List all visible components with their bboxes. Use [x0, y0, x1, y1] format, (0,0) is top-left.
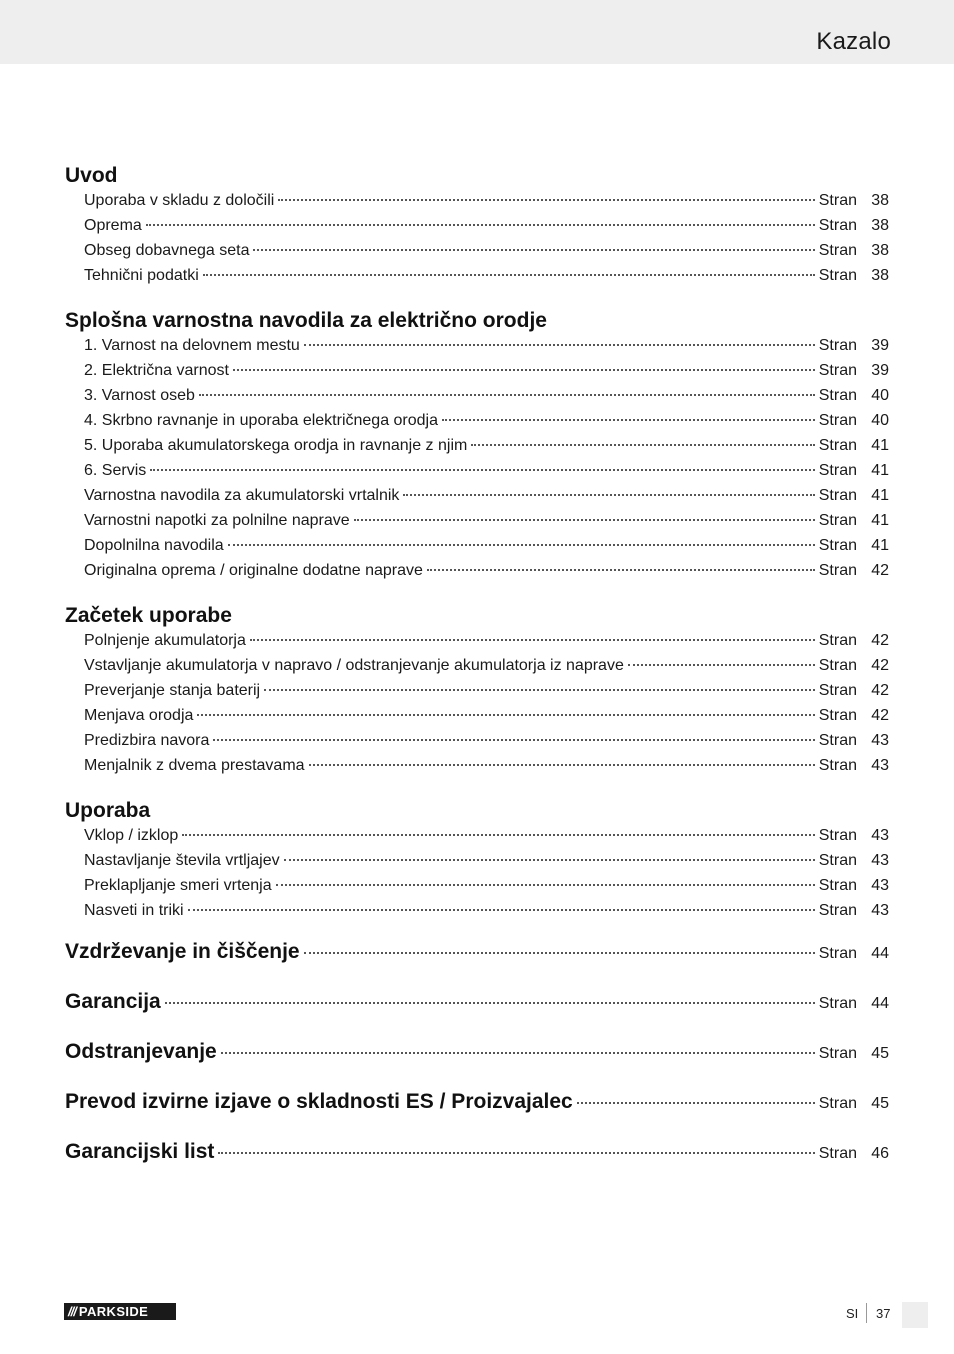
- page-reference: [819, 362, 889, 380]
- page-reference: [819, 387, 889, 405]
- dot-leader: [228, 544, 815, 546]
- section-heading: Začetek uporabe: [65, 604, 232, 627]
- toc-entry-label: Obseg dobavnega seta: [84, 242, 250, 259]
- page-word: Stran: [818, 1145, 857, 1162]
- dot-leader: [427, 569, 815, 571]
- page-reference: [819, 242, 889, 260]
- page-word: Stran: [818, 437, 857, 454]
- page-word: Stran: [818, 902, 857, 919]
- dot-leader: [278, 199, 814, 201]
- page-number: 40: [871, 387, 889, 404]
- page-number: 41: [871, 437, 889, 454]
- page-number: 39: [871, 337, 889, 354]
- toc-entry[interactable]: [65, 412, 889, 437]
- toc-entry-label: 6. Servis: [84, 462, 147, 479]
- page-reference: [819, 707, 889, 725]
- page-word: Stran: [818, 462, 857, 479]
- dot-leader: [442, 419, 815, 421]
- toc-entry-label: Vstavljanje akumulatorja v napravo / odstranjevanje akumulatorja iz naprave: [84, 657, 624, 674]
- section-heading-row: [65, 604, 889, 632]
- page-number: 38: [871, 192, 889, 209]
- toc-entry[interactable]: [65, 827, 889, 852]
- page-reference: [819, 217, 889, 235]
- page-reference: [819, 1045, 889, 1063]
- page-number: 38: [871, 267, 889, 284]
- toc-entry[interactable]: [65, 537, 889, 562]
- page-word: Stran: [818, 512, 857, 529]
- page-reference: [819, 852, 889, 870]
- toc-entry-label: Vklop / izklop: [84, 827, 179, 844]
- page-word: Stran: [818, 995, 857, 1012]
- chapter-entry[interactable]: [65, 1140, 889, 1190]
- page-number: 43: [871, 902, 889, 919]
- toc-entry[interactable]: [65, 902, 889, 927]
- page-reference: [819, 902, 889, 920]
- toc-entry-label: Varnostni napotki za polnilne naprave: [84, 512, 350, 529]
- page-number: 42: [871, 707, 889, 724]
- dot-leader: [182, 834, 814, 836]
- toc-entry-label: Nasveti in triki: [84, 902, 184, 919]
- dot-leader: [150, 469, 815, 471]
- page-word: Stran: [818, 852, 857, 869]
- toc-entry[interactable]: [65, 707, 889, 732]
- page-number: 38: [871, 217, 889, 234]
- page-number: 46: [871, 1145, 889, 1162]
- toc-entry[interactable]: [65, 732, 889, 757]
- page-word: Stran: [818, 1045, 857, 1062]
- toc-entry-label: Tehnični podatki: [84, 267, 199, 284]
- page-word: Stran: [818, 757, 857, 774]
- toc-entry[interactable]: [65, 387, 889, 412]
- page-word: Stran: [818, 242, 857, 259]
- dot-leader: [354, 519, 815, 521]
- page-word: Stran: [818, 877, 857, 894]
- logo-text: PARKSIDE: [78, 1304, 149, 1319]
- page-reference: [819, 732, 889, 750]
- page-reference: [819, 877, 889, 895]
- chapter-entry[interactable]: [65, 990, 889, 1040]
- page-word: Stran: [818, 707, 857, 724]
- footer-grey-box: [902, 1302, 928, 1328]
- toc-entry-label: Varnostna navodila za akumulatorski vrtalnik: [84, 487, 400, 504]
- page-reference: [819, 412, 889, 430]
- page-reference: [819, 192, 889, 210]
- toc-entry-label: Originalna oprema / originalne dodatne naprave: [84, 562, 423, 579]
- dot-leader: [309, 764, 815, 766]
- dot-leader: [165, 1002, 815, 1004]
- page-number: 41: [871, 487, 889, 504]
- page-word: Stran: [818, 537, 857, 554]
- toc-entry-label: Menjava orodja: [84, 707, 194, 724]
- dot-leader: [471, 444, 814, 446]
- page-reference: [819, 537, 889, 555]
- page-word: Stran: [818, 387, 857, 404]
- section-heading: Uporaba: [65, 799, 151, 822]
- toc-entry[interactable]: [65, 462, 889, 487]
- toc-entry-label: 2. Električna varnost: [84, 362, 229, 379]
- page-word: Stran: [818, 827, 857, 844]
- page-number: 42: [871, 657, 889, 674]
- page-title: Kazalo: [816, 28, 891, 55]
- page-reference: [819, 512, 889, 530]
- header-band: [0, 0, 954, 64]
- dot-leader: [188, 909, 815, 911]
- toc-entry-label: Menjalnik z dvema prestavama: [84, 757, 305, 774]
- logo-slashes: ///: [68, 1304, 76, 1319]
- dot-leader: [253, 249, 814, 251]
- page-word: Stran: [818, 362, 857, 379]
- toc-entry[interactable]: [65, 757, 889, 782]
- page-word: Stran: [818, 562, 857, 579]
- toc-entry-label: 1. Varnost na delovnem mestu: [84, 337, 300, 354]
- page-number: 42: [871, 632, 889, 649]
- section-heading-row: [65, 799, 889, 827]
- chapter-heading: Prevod izvirne izjave o skladnosti ES / Proizvajalec: [65, 1090, 573, 1113]
- page-number: 44: [871, 995, 889, 1012]
- page-word: Stran: [818, 487, 857, 504]
- page-word: Stran: [818, 682, 857, 699]
- section-heading-row: [65, 164, 889, 192]
- toc-entry-label: Oprema: [84, 217, 142, 234]
- chapter-heading: Odstranjevanje: [65, 1040, 217, 1063]
- page-word: Stran: [818, 732, 857, 749]
- toc-entry[interactable]: [65, 337, 889, 362]
- section-heading: Splošna varnostna navodila za električno orodje: [65, 309, 547, 332]
- dot-leader: [197, 714, 814, 716]
- section-heading: Uvod: [65, 164, 118, 187]
- page-reference: [819, 682, 889, 700]
- toc-section: [65, 309, 889, 587]
- dot-leader: [284, 859, 815, 861]
- toc-entry[interactable]: [65, 852, 889, 877]
- page-reference: [819, 562, 889, 580]
- dot-leader: [221, 1052, 815, 1054]
- page-reference: [819, 1145, 889, 1163]
- chapter-entry[interactable]: [65, 1090, 889, 1140]
- toc-entry[interactable]: [65, 267, 889, 292]
- dot-leader: [276, 884, 815, 886]
- table-of-contents: [65, 164, 889, 1190]
- page-word: Stran: [818, 267, 857, 284]
- page-reference: [819, 1095, 889, 1113]
- toc-entry[interactable]: [65, 487, 889, 512]
- page-number: 42: [871, 562, 889, 579]
- dot-leader: [250, 639, 815, 641]
- footer-language: SI: [846, 1306, 859, 1321]
- toc-section: [65, 604, 889, 782]
- page-reference: [819, 945, 889, 963]
- page-word: Stran: [818, 192, 857, 209]
- page-number: 43: [871, 757, 889, 774]
- toc-section: [65, 164, 889, 292]
- dot-leader: [577, 1102, 815, 1104]
- chapter-entry[interactable]: [65, 940, 889, 990]
- page-reference: [819, 657, 889, 675]
- chapter-heading: Garancija: [65, 990, 161, 1013]
- toc-entry[interactable]: [65, 682, 889, 707]
- toc-entry-label: 5. Uporaba akumulatorskega orodja in ravnanje z njim: [84, 437, 468, 454]
- toc-entry[interactable]: [65, 217, 889, 242]
- chapter-entry[interactable]: [65, 1040, 889, 1090]
- page-number: 41: [871, 512, 889, 529]
- page-reference: [819, 632, 889, 650]
- dot-leader: [304, 952, 815, 954]
- page-reference: [819, 995, 889, 1013]
- page-number: 41: [871, 537, 889, 554]
- toc-entry[interactable]: [65, 437, 889, 462]
- page-number: 40: [871, 412, 889, 429]
- parkside-logo: [64, 1303, 176, 1320]
- page-number: 44: [871, 945, 889, 962]
- page-reference: [819, 462, 889, 480]
- dot-leader: [628, 664, 815, 666]
- toc-entry[interactable]: [65, 192, 889, 217]
- toc-entry-label: Predizbira navora: [84, 732, 210, 749]
- page-word: Stran: [818, 1095, 857, 1112]
- page-number: 45: [871, 1095, 889, 1112]
- toc-entry[interactable]: [65, 562, 889, 587]
- toc-entry-label: 4. Skrbno ravnanje in uporaba električnega orodja: [84, 412, 439, 429]
- page-reference: [819, 437, 889, 455]
- toc-entry[interactable]: [65, 362, 889, 387]
- page-word: Stran: [818, 945, 857, 962]
- page-number: 45: [871, 1045, 889, 1062]
- toc-section: [65, 799, 889, 927]
- page-number: 43: [871, 877, 889, 894]
- toc-entry-label: Dopolnilna navodila: [84, 537, 224, 554]
- toc-entry[interactable]: [65, 657, 889, 682]
- page-reference: [819, 827, 889, 845]
- page-number: 39: [871, 362, 889, 379]
- toc-entry-label: Nastavljanje števila vrtljajev: [84, 852, 280, 869]
- toc-entry-label: Preklapljanje smeri vrtenja: [84, 877, 272, 894]
- page-number: 38: [871, 242, 889, 259]
- toc-entry-label: 3. Varnost oseb: [84, 387, 195, 404]
- dot-leader: [199, 394, 815, 396]
- toc-entry[interactable]: [65, 877, 889, 902]
- page-word: Stran: [818, 632, 857, 649]
- page-reference: [819, 267, 889, 285]
- page-word: Stran: [818, 657, 857, 674]
- page-word: Stran: [818, 217, 857, 234]
- toc-entry-label: Polnjenje akumulatorja: [84, 632, 246, 649]
- dot-leader: [304, 344, 815, 346]
- dot-leader: [264, 689, 815, 691]
- toc-entry[interactable]: [65, 242, 889, 267]
- dot-leader: [203, 274, 815, 276]
- dot-leader: [233, 369, 815, 371]
- chapter-heading: Vzdrževanje in čiščenje: [65, 940, 300, 963]
- page-word: Stran: [818, 337, 857, 354]
- section-heading-row: [65, 309, 889, 337]
- toc-entry-label: Uporaba v skladu z določili: [84, 192, 275, 209]
- page-reference: [819, 757, 889, 775]
- footer-divider: [866, 1303, 867, 1323]
- toc-entry[interactable]: [65, 632, 889, 657]
- page-reference: [819, 337, 889, 355]
- toc-entry-label: Preverjanje stanja baterij: [84, 682, 261, 699]
- page-number: 43: [871, 827, 889, 844]
- page-number: 42: [871, 682, 889, 699]
- toc-entry[interactable]: [65, 512, 889, 537]
- dot-leader: [213, 739, 814, 741]
- chapter-heading: Garancijski list: [65, 1140, 215, 1163]
- page-number: 43: [871, 852, 889, 869]
- dot-leader: [403, 494, 814, 496]
- page-number: 43: [871, 732, 889, 749]
- page-number: 41: [871, 462, 889, 479]
- dot-leader: [146, 224, 815, 226]
- dot-leader: [218, 1152, 814, 1154]
- page-word: Stran: [818, 412, 857, 429]
- page-reference: [819, 487, 889, 505]
- footer-page-number: 37: [876, 1306, 891, 1321]
